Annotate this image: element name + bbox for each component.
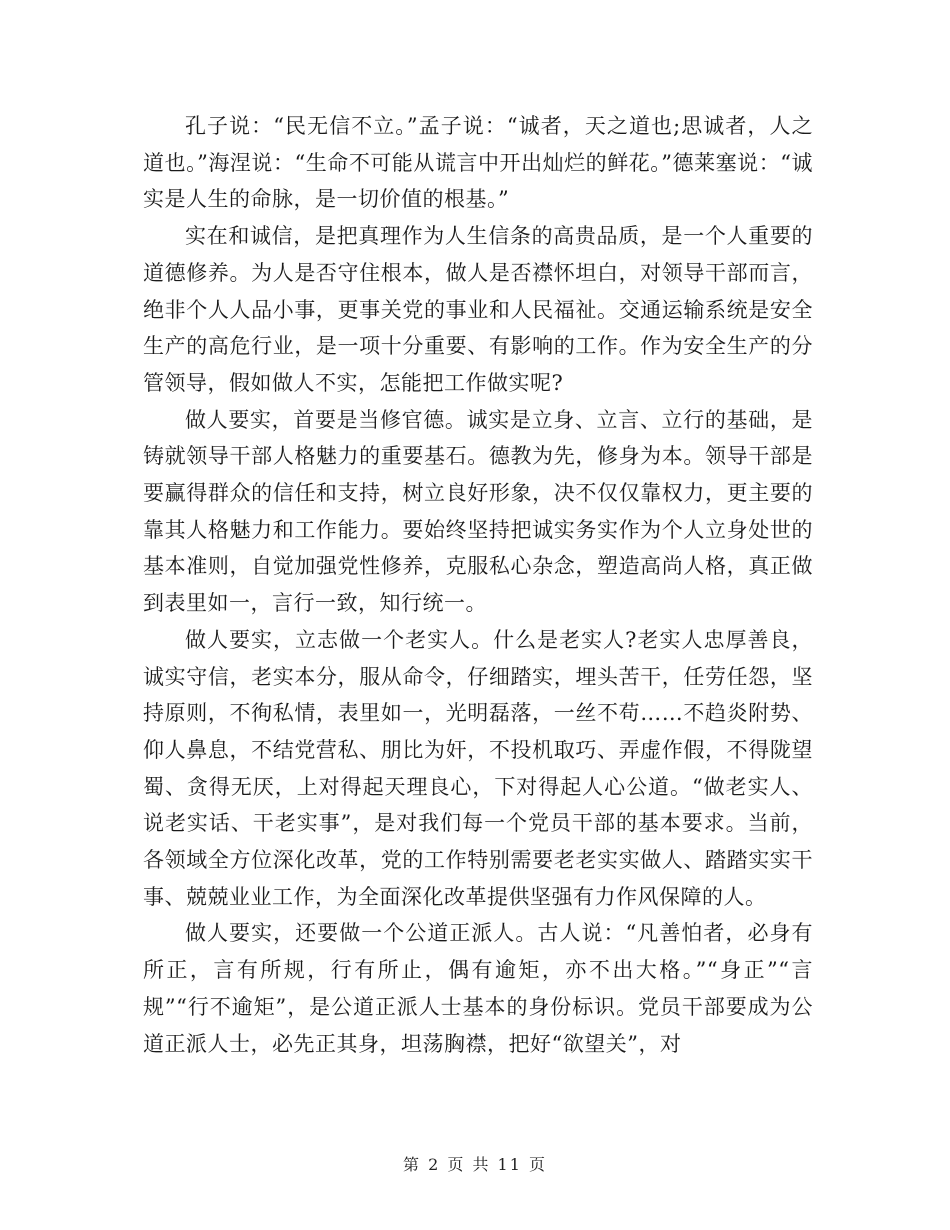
body-text	[143, 108, 813, 1062]
paragraph-upright-person: 做人要实，还要做一个公道正派人。古人说：“凡善怕者，必身有所正，言有所规，行有所止，偶有逾矩，亦不出大格。”“身正”“言规”“行不逾矩”，是公道正派人士基本的身份标识。党员干部要成为公道正派人士，必先正其身，坦荡胸襟，把好“欲望关”，对	[143, 921, 813, 1056]
paragraph-honest-person: 做人要实，立志做一个老实人。什么是老实人?老实人忠厚善良，诚实守信，老实本分，服从命令，仔细踏实，埋头苦干，任劳任怨，坚持原则，不徇私情，表里如一，光明磊落，一丝不苟……不趋炎附势、仰人鼻息，不结党营私、朋比为奸，不投机取巧、弄虚作假，不得陇望蜀、贪得无厌，上对得起天理良心，下对得起人心公道。“做老实人、说老实话、干老实事”，是对我们每一个党员干部的基本要求。当前，各领域全方位深化改革，党的工作特别需要老老实实做人、踏踏实实干事、兢兢业业工作，为全面深化改革提供坚强有力作风保障的人。	[143, 627, 813, 909]
paragraph-integrity: 实在和诚信，是把真理作为人生信条的高贵品质，是一个人重要的道德修养。为人是否守住根本，做人是否襟怀坦白，对领导干部而言，绝非个人人品小事，更事关党的事业和人民福祉。交通运输系统是安全生产的高危行业，是一项十分重要、有影响的工作。作为安全生产的分管领导，假如做人不实，怎能把工作做实呢?	[143, 224, 813, 395]
paragraph-quotes: 孔子说：“民无信不立。”孟子说：“诚者，天之道也;思诚者，人之道也。”海涅说：“生命不可能从谎言中开出灿烂的鲜花。”德莱塞说：“诚实是人生的命脉，是一切价值的根基。”	[143, 114, 813, 212]
page-footer: 第 2 页 共 11 页	[403, 1155, 547, 1174]
paragraph-official-virtue: 做人要实，首要是当修官德。诚实是立身、立言、立行的基础，是铸就领导干部人格魅力的重要基石。德教为先，修身为本。领导干部是要赢得群众的信任和支持，树立良好形象，决不仅仅靠权力，更主要的靠其人格魅力和工作能力。要始终坚持把诚实务实作为个人立身处世的基本准则，自觉加强党性修养，克服私心杂念，塑造高尚人格，真正做到表里如一，言行一致，知行统一。	[143, 407, 813, 616]
